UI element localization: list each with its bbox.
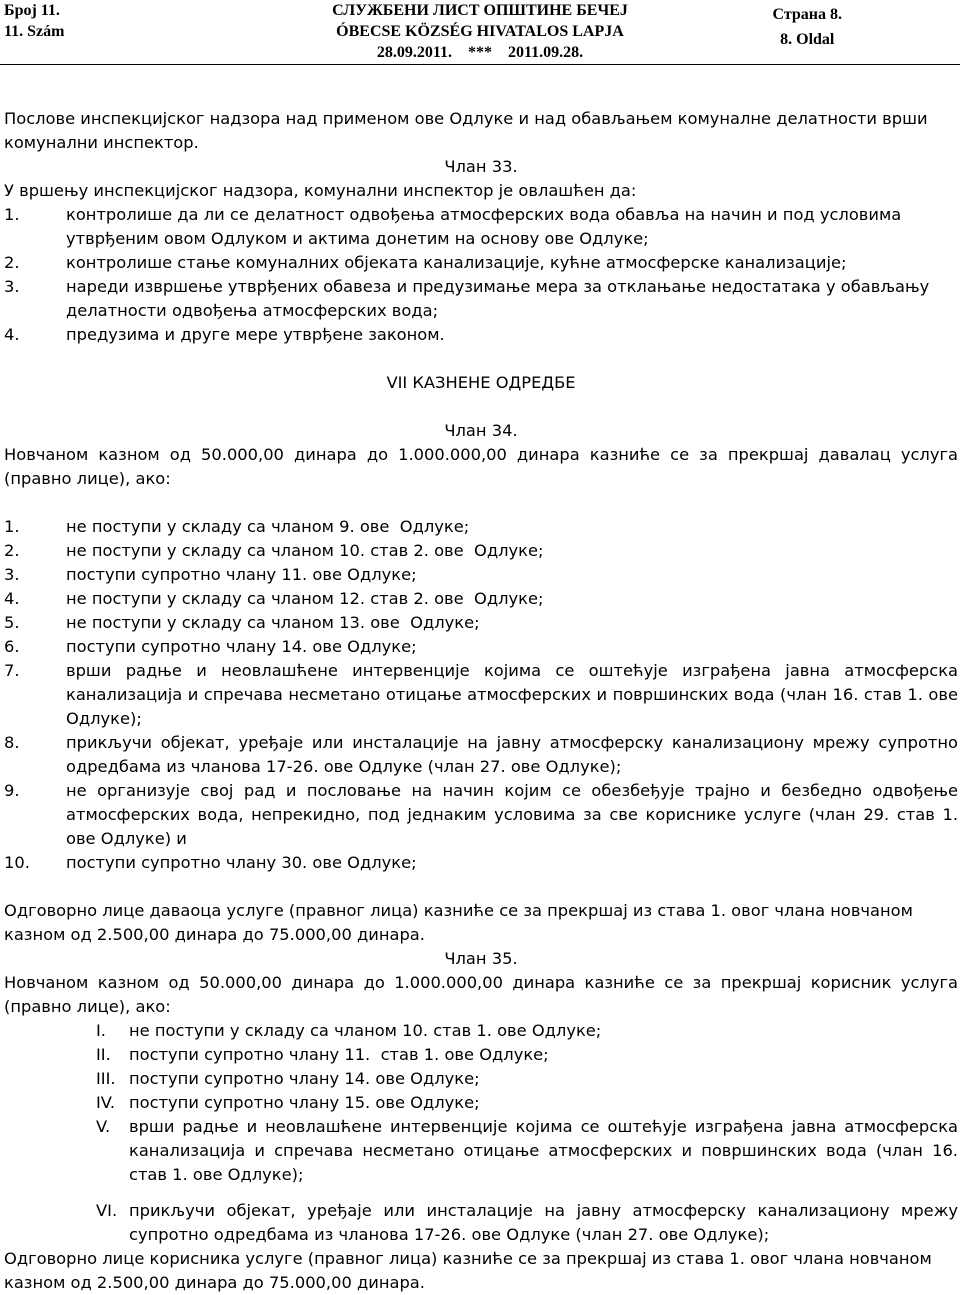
list-item-text: поступи супротно члану 11. ове Одлуке; [66,565,417,584]
list-item-number: IV. [96,1093,116,1112]
list-item-text: нареди извршење утврђених обавеза и предузимање мера за отклањање недостатака у обављању делатности одвођења атмосферских вода; [66,277,930,320]
list-item-text: предузима и друге мере утврђене законом. [66,325,445,344]
list-item-text: прикључи објекат, уређаје или инсталације на јавну атмосферску канализациону мрежу супротно одредбама из чланова 17-26. ове Одлуке (члан 27. ове Одлуке); [129,1201,958,1244]
list-item [4,515,958,539]
list-item [4,611,958,635]
list-item [4,1091,958,1115]
list-item-text: не поступи у складу са чланом 13. ове Одлуке; [66,613,480,632]
article-34-list [4,515,958,875]
page-number-hu: 8. Oldal [780,31,835,48]
article-34-title: Члан 34. [444,421,518,440]
article-35-closing: Одговорно лице корисника услуге (правног лица) казниће се за прекршај из става 1. овог члана новчаном казном од 2.500,00 динара до 75.000,00 динара. [4,1249,932,1292]
publication-date: 28.09.2011. *** 2011.09.28. [376,44,584,61]
list-item-text: контролише стање комуналних објеката канализације, кућне атмосферске канализације; [66,253,847,272]
list-item-number: 3. [4,277,20,296]
list-item-text: поступи супротно члану 30. ове Одлуке; [66,853,417,872]
list-item [4,731,958,779]
list-item-number: V. [96,1117,111,1136]
article-35-list [4,1019,958,1247]
list-item-number: 3. [4,565,20,584]
list-item-text: контролише да ли се делатност одвођења атмосферских вода обавља на начин и под условима утврђеним овом Одлуком и актима донетим на основу ове Одлуке; [66,205,902,248]
list-item [4,539,958,563]
list-item-number: 5. [4,613,20,632]
list-item [4,275,958,323]
article-33-title: Члан 33. [444,157,518,176]
list-item-text: поступи супротно члану 11. став 1. ове Одлуке; [129,1045,549,1064]
page-number [772,2,842,52]
list-item-number: II. [96,1045,111,1064]
list-item-number: 1. [4,517,20,536]
issue-number-sr: Број 11. [4,2,60,19]
list-item [4,1115,958,1187]
publication-title-hu: ÓBECSE KÖZSÉG HIVATALOS LAPJA [336,23,624,40]
list-item-text: поступи супротно члану 15. ове Одлуке; [129,1093,480,1112]
list-item-number: III. [96,1069,116,1088]
document-body [4,107,958,1295]
list-item-text: не организује свој рад и пословање на начин којим се обезбеђује трајно и безбедно одвођење атмосферских вода, непрекидно, под једнаким условима за све кориснике услуге (члан 29. став 1. ове Одлуке) и [66,781,958,848]
list-item [4,851,958,875]
list-item-number: 10. [4,853,30,872]
list-item [4,1019,958,1043]
intro-paragraph: Послове инспекцијског надзора над применом ове Одлуке и над обављањем комуналне делатности врши комунални инспектор. [4,109,928,152]
issue-number-hu: 11. Szám [4,23,65,40]
list-item-text: поступи супротно члану 14. ове Одлуке; [129,1069,480,1088]
list-item-number: I. [96,1021,106,1040]
list-item-number: 9. [4,781,20,800]
article-35-lead: Новчаном казном од 50.000,00 динара до 1.000.000,00 динара казниће се за прекршај корисник услуга (правно лице), ако: [4,973,958,1016]
list-item-number: 2. [4,541,20,560]
article-34-closing: Одговорно лице даваоца услуге (правног лица) казниће се за прекршај из става 1. овог члана новчаном казном од 2.500,00 динара до 75.000,00 динара. [4,901,913,944]
list-item [4,635,958,659]
list-item-number: 2. [4,253,20,272]
article-34-lead: Новчаном казном од 50.000,00 динара до 1.000.000,00 динара казниће се за прекршај давалац услуга (правно лице), ако: [4,445,958,488]
list-item-number: 4. [4,325,20,344]
publication-title-sr: СЛУЖБЕНИ ЛИСТ ОПШТИНЕ БЕЧЕЈ [332,2,628,19]
list-item-number: 6. [4,637,20,656]
article-33-list [4,203,958,347]
list-item [4,1067,958,1091]
list-item-number: 7. [4,661,20,680]
list-item-text: поступи супротно члану 14. ове Одлуке; [66,637,417,656]
list-item [4,251,958,275]
page-header [0,0,960,64]
list-item [4,563,958,587]
list-item-number: 1. [4,205,20,224]
list-item [4,1199,958,1247]
article-33-lead: У вршењу инспекцијског надзора, комунални инспектор је овлашћен да: [4,181,637,200]
list-item-text: не поступи у складу са чланом 10. став 2. ове Одлуке; [66,541,544,560]
article-35-title: Члан 35. [444,949,518,968]
list-item-text: не поступи у складу са чланом 9. ове Одлуке; [66,517,470,536]
section-heading: VII КАЗНЕНЕ ОДРЕДБЕ [386,373,576,392]
list-item-text: врши радње и неовлашћене интервенције којима се оштећује изграђена јавна атмосферска канализација и спречава несметано отицање атмосферских и површинских вода (члан 16. став 1. ове Одлуке); [129,1117,958,1184]
list-item [4,659,958,731]
list-item-number: 8. [4,733,20,752]
list-item [4,323,958,347]
list-item [4,587,958,611]
header-divider [0,64,960,65]
list-item-text: не поступи у складу са чланом 12. став 2. ове Одлуке; [66,589,544,608]
list-item [4,779,958,851]
list-item [4,1043,958,1067]
list-item-text: не поступи у складу са чланом 10. став 1. ове Одлуке; [129,1021,602,1040]
list-item-number: 4. [4,589,20,608]
list-item-number: VI. [96,1201,118,1220]
list-item-text: прикључи објекат, уређаје или инсталације на јавну атмосферску канализациону мрежу супротно одредбама из чланова 17-26. ове Одлуке (члан 27. ове Одлуке); [66,733,958,776]
list-item [4,203,958,251]
page-number-sr: Страна 8. [772,6,842,23]
list-item-text: врши радње и неовлашћене интервенције којима се оштећује изграђена јавна атмосферска канализација и спречава несметано отицање атмосферских и површинских вода (члан 16. став 1. ове Одлуке); [66,661,958,728]
